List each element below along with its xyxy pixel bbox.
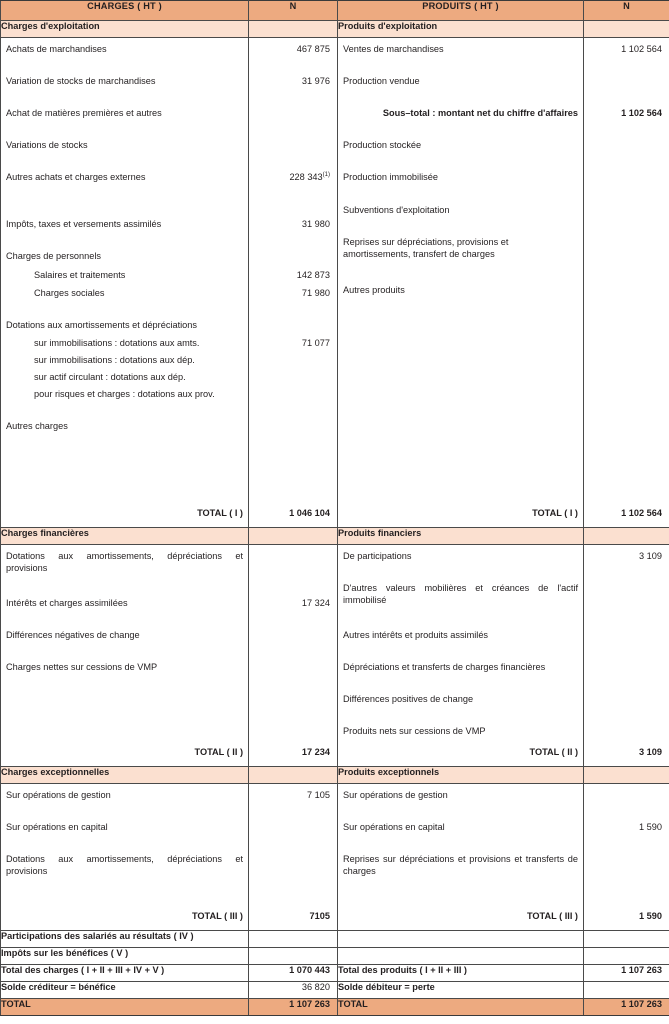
charge-fin-line-interets: Intérêts et charges assimilées bbox=[6, 598, 128, 608]
produit-line-production-stockee: Production stockée bbox=[343, 140, 422, 150]
produit-line-production-immobilisee: Production immobilisée bbox=[343, 172, 438, 182]
participation-label: Participations des salariés au résultats ( IV ) bbox=[1, 931, 249, 948]
produit-line-sous-total-ca: Sous–total : montant net du chiffre d'affaires bbox=[382, 108, 578, 118]
charge-exc-value-operations-gestion: 7 105 bbox=[307, 790, 330, 800]
produit-fin-line-depreciations: Dépréciations et transferts de charges financières bbox=[343, 662, 546, 672]
footer-row-grand-total bbox=[1, 999, 669, 1016]
charges-total-3-value: 7105 bbox=[309, 911, 330, 921]
footer-row-totals bbox=[1, 965, 669, 982]
produit-exc-line-reprises: Reprises sur dépréciations et provisions et transferts de charges bbox=[343, 854, 578, 876]
exploitation-produits-labels bbox=[338, 38, 584, 528]
produit-line-production-vendue: Production vendue bbox=[343, 76, 420, 86]
charges-total-2-label: TOTAL ( II ) bbox=[194, 747, 243, 757]
exceptionnel-produits-lines bbox=[338, 784, 583, 930]
band-spacer-produits-amount bbox=[584, 21, 669, 38]
charge-line-variations-stocks: Variations de stocks bbox=[6, 140, 88, 150]
financier-charges-amounts bbox=[249, 545, 338, 767]
grand-total-right-value: 1 107 263 bbox=[584, 999, 669, 1016]
grand-total-left-value: 1 107 263 bbox=[249, 999, 338, 1016]
header-produits-amount: N bbox=[584, 1, 669, 21]
produit-fin-line-participations: De participations bbox=[343, 551, 412, 561]
charge-fin-line-differences-neg: Différences négatives de change bbox=[6, 630, 140, 640]
financier-produits-lines bbox=[338, 545, 583, 766]
charges-total-3-label: TOTAL ( III ) bbox=[191, 911, 243, 921]
band-label-charges-exceptionnelles: Charges exceptionnelles bbox=[1, 767, 249, 784]
band-spacer-charges-fin-amount bbox=[249, 528, 338, 545]
header-charges: CHARGES ( HT ) bbox=[1, 1, 249, 21]
produit-exc-line-operations-gestion: Sur opérations de gestion bbox=[343, 790, 448, 800]
exceptionnel-charges-labels bbox=[1, 784, 249, 931]
produit-value-ventes-marchandises: 1 102 564 bbox=[621, 44, 662, 54]
produits-total-3-label: TOTAL ( III ) bbox=[526, 911, 578, 921]
total-charges-value: 1 070 443 bbox=[249, 965, 338, 982]
exploitation-charges-lines bbox=[1, 38, 248, 527]
grand-total-right-label: TOTAL bbox=[338, 999, 584, 1016]
produit-exc-line-operations-capital: Sur opérations en capital bbox=[343, 822, 445, 832]
produits-total-1-label: TOTAL ( I ) bbox=[532, 508, 578, 518]
participation-value bbox=[249, 931, 338, 948]
participation-right-spacer bbox=[338, 931, 584, 948]
header-produits: PRODUITS ( HT ) bbox=[338, 1, 584, 21]
charge-line-salaires-traitements: Salaires et traitements bbox=[34, 270, 126, 280]
charge-line-immo-dotations-amts: sur immobilisations : dotations aux amts. bbox=[34, 338, 200, 348]
charge-value-variation-stocks-march: 31 976 bbox=[301, 76, 330, 86]
produit-fin-line-differences-pos: Différences positives de change bbox=[343, 694, 474, 704]
exploitation-charges-amounts bbox=[249, 38, 338, 528]
charge-fin-value-interets: 17 324 bbox=[301, 598, 330, 608]
section-body-financier bbox=[1, 545, 669, 767]
produits-total-1-value: 1 102 564 bbox=[621, 508, 662, 518]
charge-value-autres-achats-externes bbox=[249, 172, 330, 184]
charges-total-2-value: 17 234 bbox=[301, 747, 330, 757]
solde-debiteur-label: Solde débiteur = perte bbox=[338, 982, 584, 999]
produit-value-sous-total-ca: 1 102 564 bbox=[621, 108, 662, 118]
produits-total-2-label: TOTAL ( II ) bbox=[529, 747, 578, 757]
produit-fin-line-autres-valeurs: D'autres valeurs mobilières et créances de l'actif immobilisé bbox=[343, 583, 578, 605]
section-band-financier bbox=[1, 528, 669, 545]
exceptionnel-produits-amounts bbox=[584, 784, 669, 931]
produit-fin-value-participations: 3 109 bbox=[639, 551, 662, 561]
band-label-charges-exploitation: Charges d'exploitation bbox=[1, 21, 249, 38]
charge-line-charges-sociales: Charges sociales bbox=[34, 288, 105, 298]
charge-line-impots-taxes: Impôts, taxes et versements assimilés bbox=[6, 219, 162, 229]
financier-charges-values bbox=[249, 545, 337, 766]
charge-value-salaires-traitements: 142 873 bbox=[296, 270, 330, 280]
charge-line-risques-charges-prov: pour risques et charges : dotations aux prov. bbox=[34, 389, 215, 399]
charge-line-immo-dotations-dep: sur immobilisations : dotations aux dép. bbox=[34, 355, 195, 365]
charge-line-achat-matieres-premieres: Achat de matières premières et autres bbox=[6, 108, 162, 118]
charge-line-autres-charges: Autres charges bbox=[6, 421, 68, 431]
band-spacer-produits-fin-amount bbox=[584, 528, 669, 545]
grand-total-left-label: TOTAL bbox=[1, 999, 249, 1016]
charge-line-variation-stocks-march: Variation de stocks de marchandises bbox=[6, 76, 156, 86]
charge-value-immo-dotations-amts: 71 077 bbox=[301, 338, 330, 348]
impots-right-value bbox=[584, 948, 669, 965]
charges-total-1-value: 1 046 104 bbox=[289, 508, 330, 518]
section-band-exploitation bbox=[1, 21, 669, 38]
solde-crediteur-label: Solde créditeur = bénéfice bbox=[1, 982, 249, 999]
exceptionnel-charges-lines bbox=[1, 784, 248, 930]
solde-debiteur-value bbox=[584, 982, 669, 999]
produit-line-autres-produits: Autres produits bbox=[343, 285, 405, 295]
band-label-produits-exploitation: Produits d'exploitation bbox=[338, 21, 584, 38]
header-charges-amount: N bbox=[249, 1, 338, 21]
charges-total-1-label: TOTAL ( I ) bbox=[197, 508, 243, 518]
financier-produits-values bbox=[584, 545, 669, 766]
charge-exc-line-dotations: Dotations aux amortissements, dépréciations et provisions bbox=[6, 854, 243, 876]
produits-total-3-value: 1 590 bbox=[639, 911, 662, 921]
exploitation-produits-amounts bbox=[584, 38, 669, 528]
band-spacer-produits-exc-amount bbox=[584, 767, 669, 784]
footer-row-solde bbox=[1, 982, 669, 999]
section-body-exploitation bbox=[1, 38, 669, 528]
exceptionnel-produits-values bbox=[584, 784, 669, 930]
charge-fin-line-cessions-vmp: Charges nettes sur cessions de VMP bbox=[6, 662, 158, 672]
charge-fin-line-dotations: Dotations aux amortissements, dépréciations et provisions bbox=[6, 551, 243, 573]
exploitation-produits-values bbox=[584, 38, 669, 527]
exceptionnel-produits-labels bbox=[338, 784, 584, 931]
impots-label: Impôts sur les bénéfices ( V ) bbox=[1, 948, 249, 965]
total-charges-label: Total des charges ( I + II + III + IV + V ) bbox=[1, 965, 249, 982]
exploitation-charges-values bbox=[249, 38, 337, 527]
impots-right-spacer bbox=[338, 948, 584, 965]
table-header-row bbox=[1, 1, 669, 21]
charge-line-charges-personnels: Charges de personnels bbox=[6, 251, 101, 261]
produit-line-reprises-depreciations: Reprises sur dépréciations, provisions et amortissements, transfert de charges bbox=[343, 237, 509, 259]
charge-exc-line-operations-capital: Sur opérations en capital bbox=[6, 822, 108, 832]
exceptionnel-charges-amounts bbox=[249, 784, 338, 931]
footnote-marker-1: (1) bbox=[322, 171, 330, 178]
financier-produits-labels bbox=[338, 545, 584, 767]
total-produits-value: 1 107 263 bbox=[584, 965, 669, 982]
produit-line-subventions: Subventions d'exploitation bbox=[343, 205, 450, 215]
charge-value-impots-taxes: 31 980 bbox=[301, 219, 330, 229]
section-body-exceptionnel bbox=[1, 784, 669, 931]
charge-line-actif-circulant-dep: sur actif circulant : dotations aux dép. bbox=[34, 372, 186, 382]
financier-charges-lines bbox=[1, 545, 248, 766]
section-band-exceptionnel bbox=[1, 767, 669, 784]
footer-row-participation bbox=[1, 931, 669, 948]
financier-charges-labels bbox=[1, 545, 249, 767]
produit-line-ventes-marchandises: Ventes de marchandises bbox=[343, 44, 444, 54]
charge-line-autres-achats-externes: Autres achats et charges externes bbox=[6, 172, 146, 182]
charge-value-charges-sociales: 71 980 bbox=[301, 288, 330, 298]
participation-right-value bbox=[584, 931, 669, 948]
charge-line-achats-marchandises: Achats de marchandises bbox=[6, 44, 107, 54]
solde-crediteur-value: 36 820 bbox=[249, 982, 338, 999]
charge-line-dotations-amortissements: Dotations aux amortissements et dépréciations bbox=[6, 320, 197, 330]
produit-exc-value-operations-capital: 1 590 bbox=[639, 822, 662, 832]
exploitation-charges-labels bbox=[1, 38, 249, 528]
produit-fin-line-autres-interets: Autres intérêts et produits assimilés bbox=[343, 630, 489, 640]
total-produits-label: Total des produits ( I + II + III ) bbox=[338, 965, 584, 982]
financier-produits-amounts bbox=[584, 545, 669, 767]
band-spacer-charges-amount bbox=[249, 21, 338, 38]
impots-value bbox=[249, 948, 338, 965]
exceptionnel-charges-values bbox=[249, 784, 337, 930]
charge-value-autres-achats-number: 228 343 bbox=[289, 172, 323, 182]
band-label-produits-financiers: Produits financiers bbox=[338, 528, 584, 545]
charge-value-achats-marchandises: 467 875 bbox=[296, 44, 330, 54]
produit-fin-line-produits-nets-vmp: Produits nets sur cessions de VMP bbox=[343, 726, 486, 736]
produits-total-2-value: 3 109 bbox=[639, 747, 662, 757]
charge-exc-line-operations-gestion: Sur opérations de gestion bbox=[6, 790, 111, 800]
band-label-produits-exceptionnels: Produits exceptionnels bbox=[338, 767, 584, 784]
footer-row-impots bbox=[1, 948, 669, 965]
exploitation-produits-lines bbox=[338, 38, 583, 527]
band-label-charges-financieres: Charges financières bbox=[1, 528, 249, 545]
band-spacer-charges-exc-amount bbox=[249, 767, 338, 784]
